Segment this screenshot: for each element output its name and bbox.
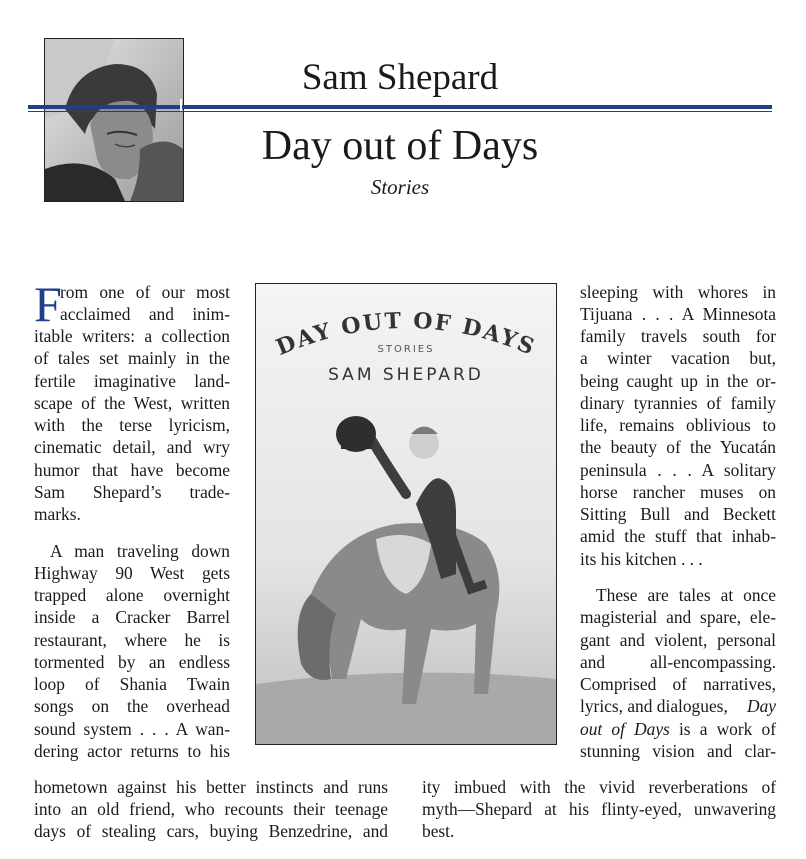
text-line: of tales set mainly in the [34, 348, 230, 368]
header-rule-thin [28, 111, 772, 112]
cover-title: DAY OUT OF DAYS [272, 307, 540, 362]
text-line: days of stealing cars, buying Benzedrine, and [34, 821, 388, 841]
drop-cap: F [34, 276, 62, 332]
text-line: scape of the West, written [34, 393, 230, 413]
text-line: songs on the overhead [34, 696, 230, 716]
text-line: trapped alone overnight [34, 585, 230, 605]
text-line: myth—Shepard at his flinty-eyed, unwavering [422, 799, 776, 819]
text-line: amid the stuff that inhab- [580, 526, 776, 546]
text-line: stunning vision and clar- [580, 741, 776, 761]
text-line: dering actor returns to his [34, 741, 230, 761]
author-photo [44, 38, 184, 202]
cover-label: STORIES [377, 344, 435, 355]
text-line: hometown against his better instincts and runs [34, 777, 388, 797]
text-line: and all-encompassing. [580, 652, 776, 672]
book-cover [255, 283, 557, 745]
text-line: marks. [34, 504, 81, 524]
text-line-part: out of Days is a work of [580, 719, 776, 739]
text-line: horse rancher muses on [580, 482, 776, 502]
text-line: These are tales at once [596, 585, 776, 605]
text-line: sleeping with whores in [580, 282, 776, 302]
text-line: the beauty of the Yucatán [580, 437, 776, 457]
text-line: Sam Shepard’s trade- [34, 482, 230, 502]
text-line: dinary tyrannies of family [580, 393, 776, 413]
text-line: life, remains oblivious to [580, 415, 776, 435]
text-line: Tijuana . . . A Minnesota [580, 304, 776, 324]
text-line: restaurant, where he is [34, 630, 230, 650]
text-line: fertile imaginative land- [34, 371, 230, 391]
book-subtitle: Stories [370, 175, 430, 199]
text-line: inside a Cracker Barrel [34, 607, 230, 627]
text-line: sound system . . . A wan- [34, 719, 230, 739]
text-line: A man traveling down [50, 541, 230, 561]
text-line: itable writers: a collection [34, 326, 230, 346]
text-line: with the terse lyricism, [34, 415, 230, 435]
text-line: gant and violent, personal [580, 630, 776, 650]
text-line: family travels south for [580, 326, 776, 346]
text-italic: Day [747, 696, 776, 716]
text-line: humor that have become [34, 460, 230, 480]
text-line: Sitting Bull and Beckett [580, 504, 776, 524]
text-line: Comprised of narratives, [580, 674, 776, 694]
text-line: loop of Shania Twain [34, 674, 230, 694]
text-line: cinematic detail, and wry [34, 437, 230, 457]
text-line: peninsula . . . A solitary [580, 460, 776, 480]
text-line: rom one of our most [60, 282, 230, 302]
text-line: its his kitchen . . . [580, 549, 703, 569]
text-line: being caught up in the or- [580, 371, 776, 391]
text-line: best. [422, 821, 455, 841]
text-line [580, 695, 776, 717]
text-line: into an old friend, who recounts their teenage [34, 799, 388, 819]
text-line: tormented by an endless [34, 652, 230, 672]
text-line: magisterial and spare, ele- [580, 607, 776, 627]
text-line-part: lyrics, and dialogues, [580, 696, 728, 716]
text-line: Highway 90 West gets [34, 563, 230, 583]
author-name: Sam Shepard [200, 56, 600, 99]
text-line: a winter vacation but, [580, 348, 776, 368]
book-title: Day out of Days [261, 123, 539, 169]
header-rule-thick [28, 105, 772, 109]
text-italic: out of Days [580, 719, 670, 739]
cover-author: SAM SHEPARD [328, 365, 484, 385]
text-line: acclaimed and inim- [60, 304, 230, 324]
text-line [580, 718, 776, 740]
text-line: ity imbued with the vivid reverberations of [422, 777, 776, 797]
